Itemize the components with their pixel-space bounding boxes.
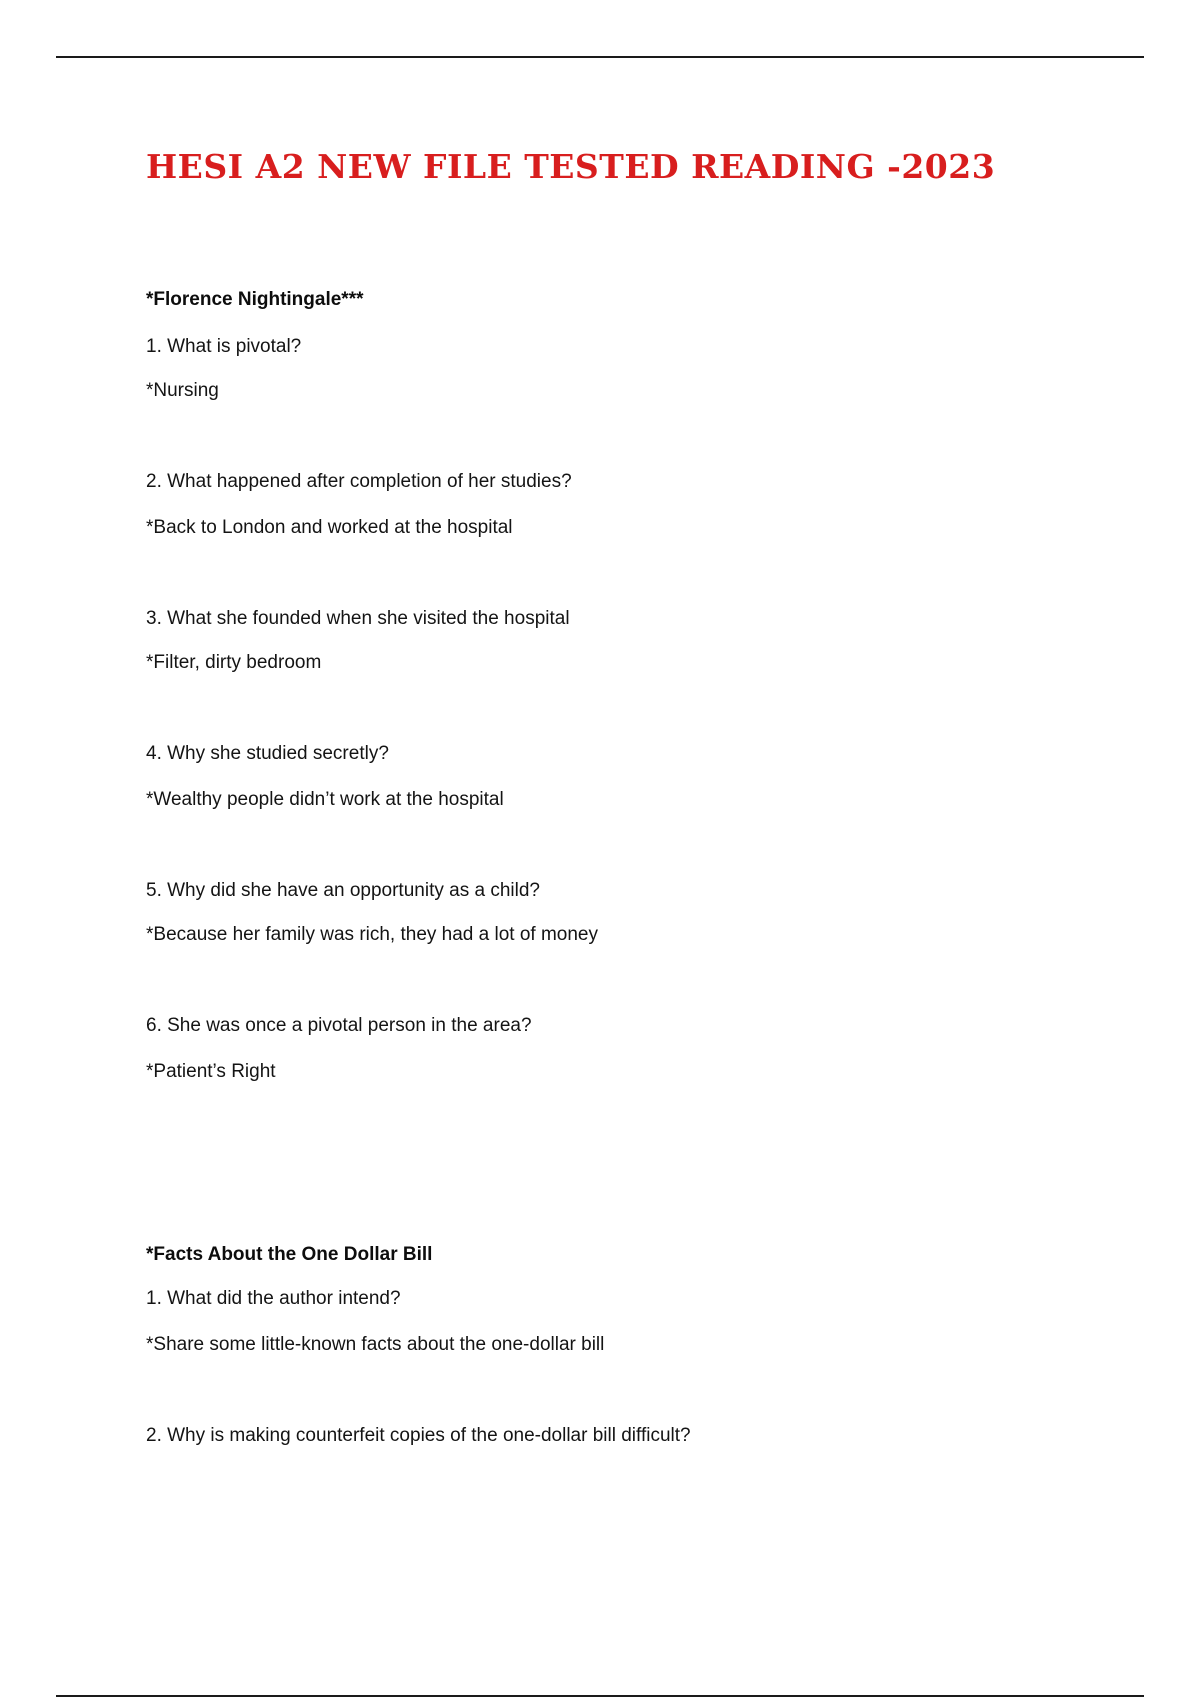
question-text: 5. Why did she have an opportunity as a child? — [146, 880, 540, 901]
document-title: HESI A2 NEW FILE TESTED READING -2023 — [146, 147, 996, 186]
question-text: 1. What did the author intend? — [146, 1288, 401, 1309]
question-text: 2. What happened after completion of her studies? — [146, 471, 572, 492]
question-text: 4. Why she studied secretly? — [146, 743, 389, 764]
question-text: 2. Why is making counterfeit copies of the one-dollar bill difficult? — [146, 1425, 691, 1446]
answer-text: *Filter, dirty bedroom — [146, 652, 322, 673]
answer-text: *Wealthy people didn’t work at the hospital — [146, 789, 504, 810]
section-heading-florence-nightingale: *Florence Nightingale*** — [146, 289, 364, 310]
question-text: 3. What she founded when she visited the hospital — [146, 608, 570, 629]
question-text: 6. She was once a pivotal person in the area? — [146, 1015, 532, 1036]
top-rule — [56, 56, 1144, 58]
question-text: 1. What is pivotal? — [146, 336, 302, 357]
answer-text: *Patient’s Right — [146, 1061, 276, 1082]
bottom-rule — [56, 1695, 1144, 1697]
answer-text: *Because her family was rich, they had a lot of money — [146, 924, 599, 945]
section-heading-one-dollar-bill: *Facts About the One Dollar Bill — [146, 1244, 433, 1265]
answer-text: *Share some little-known facts about the one-dollar bill — [146, 1334, 605, 1355]
answer-text: *Back to London and worked at the hospital — [146, 517, 513, 538]
answer-text: *Nursing — [146, 380, 219, 401]
